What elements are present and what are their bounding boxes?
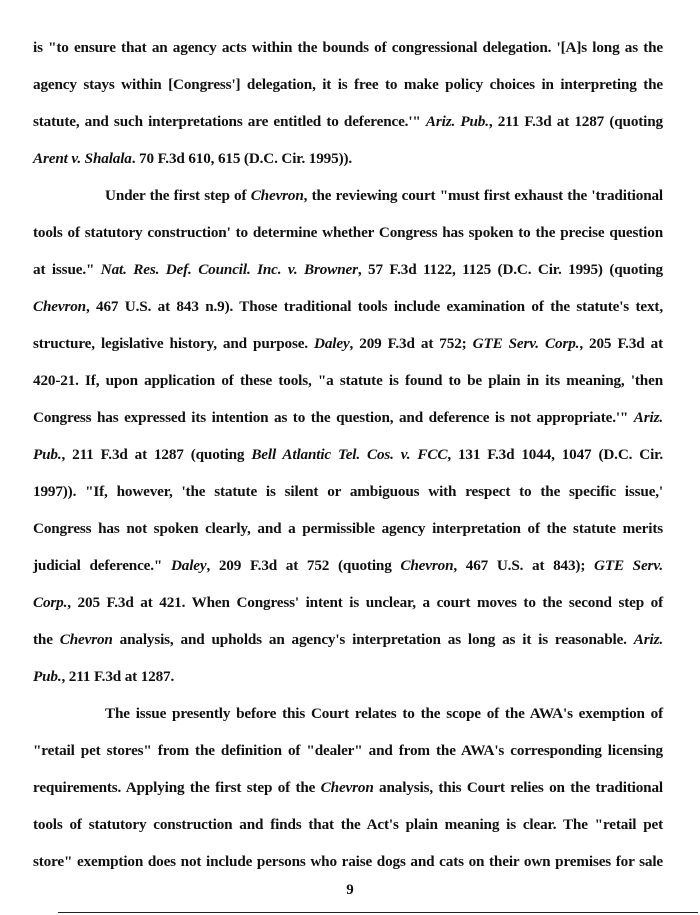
text-segment: , 209 F.3d at 752;: [349, 335, 473, 352]
text-segment: is "to ensure that an agency acts within the bounds of congressional delegation. '[A]s long as the: [33, 39, 663, 56]
text-line: [33, 66, 663, 103]
text-line: [33, 769, 663, 806]
text-segment: Under the first step of: [105, 187, 251, 204]
text-segment: Congress has not spoken clearly, and a permissible agency interpretation of the statute merits: [33, 520, 663, 537]
text-segment: , 211 F.3d at 1287.: [61, 668, 175, 685]
page-number: 9: [346, 882, 354, 898]
text-segment: , 57 F.3d 1122, 1125 (D.C. Cir. 1995) (quoting: [357, 261, 663, 278]
text-segment: agency stays within [Congress'] delegation, it is free to make policy choices in interpreting the: [33, 76, 663, 93]
text-line: [33, 584, 663, 621]
citation-italic: Arent v. Shalala: [33, 150, 132, 167]
citation-italic: GTE Serv. Corp.: [472, 335, 580, 352]
citation-italic: Nat. Res. Def. Council. Inc. v. Browner: [100, 261, 358, 278]
text-line: [33, 214, 663, 251]
text-segment: , the reviewing court "must first exhaust the 'traditional: [303, 187, 664, 204]
text-segment: , 205 F.3d at: [579, 335, 663, 352]
citation-italic: Pub.: [33, 446, 62, 463]
text-line: [33, 695, 663, 732]
text-line: [33, 399, 663, 436]
text-segment: , 209 F.3d at 752 (quoting: [206, 557, 401, 574]
text-line: [33, 806, 663, 843]
text-segment: analysis, this Court relies on the traditional: [373, 779, 663, 796]
text-line: [33, 103, 663, 140]
text-line: [33, 473, 663, 510]
citation-italic: Chevron: [400, 557, 454, 574]
citation-italic: Chevron: [59, 631, 113, 648]
text-line: [33, 732, 663, 769]
citation-italic: Pub.: [33, 668, 62, 685]
citation-italic: Ariz.: [633, 631, 663, 648]
citation-italic: GTE Serv.: [594, 557, 663, 574]
text-segment: , 467 U.S. at 843 n.9). Those traditional tools include examination of the statute's text,: [85, 298, 663, 315]
text-line: [33, 547, 663, 584]
text-segment: , 205 F.3d at 421. When Congress' intent is unclear, a court moves to the second step of: [67, 594, 663, 611]
citation-italic: Chevron: [33, 298, 86, 315]
text-segment: , 211 F.3d at 1287 (quoting: [488, 113, 663, 130]
text-segment: at issue.": [33, 261, 101, 278]
text-segment: the: [33, 631, 60, 648]
citation-italic: Daley: [314, 335, 350, 352]
text-segment: tools of statutory construction and finds that the Act's plain meaning is clear. The "retail pet: [33, 816, 663, 833]
text-line: [33, 29, 663, 66]
text-segment: , 211 F.3d at 1287 (quoting: [61, 446, 252, 463]
citation-italic: Daley: [170, 557, 207, 574]
document-body: [33, 29, 663, 880]
text-segment: analysis, and upholds an agency's interpretation as long as it is reasonable.: [112, 631, 634, 648]
text-segment: . 70 F.3d 610, 615 (D.C. Cir. 1995)).: [131, 150, 353, 167]
text-segment: "retail pet stores" from the definition of "dealer" and from the AWA's corresponding licensing: [33, 742, 663, 759]
text-segment: Congress has expressed its intention as to the question, and deference is not appropriate.'": [33, 409, 634, 426]
text-line: [33, 288, 663, 325]
citation-italic: Ariz.: [633, 409, 663, 426]
citation-italic: Corp.: [33, 594, 68, 611]
text-line: [33, 510, 663, 547]
text-segment: , 467 U.S. at 843);: [453, 557, 594, 574]
text-segment: statute, and such interpretations are entitled to deference.'": [33, 113, 426, 130]
footer-rule: [58, 912, 698, 913]
text-line: [33, 436, 663, 473]
text-segment: 1997)). "If, however, 'the statute is silent or ambiguous with respect to the specific issue,': [33, 483, 663, 500]
text-segment: requirements. Applying the first step of the: [33, 779, 321, 796]
text-line: [33, 325, 663, 362]
citation-italic: Chevron: [250, 187, 304, 204]
text-segment: The issue presently before this Court relates to the scope of the AWA's exemption of: [105, 705, 663, 722]
text-line: [33, 658, 663, 695]
text-line: [33, 621, 663, 658]
text-line: [33, 140, 663, 177]
citation-italic: Chevron: [320, 779, 374, 796]
text-line: [33, 177, 663, 214]
text-segment: , 131 F.3d 1044, 1047 (D.C. Cir.: [447, 446, 663, 463]
text-segment: structure, legislative history, and purpose.: [33, 335, 315, 352]
text-segment: 420-21. If, upon application of these tools, "a statute is found to be plain in its meaning, 'then: [33, 372, 663, 389]
text-line: [33, 251, 663, 288]
text-segment: tools of statutory construction' to determine whether Congress has spoken to the precise question: [33, 224, 663, 241]
citation-italic: Bell Atlantic Tel. Cos. v. FCC: [251, 446, 448, 463]
text-line: [33, 843, 663, 880]
text-segment: judicial deference.": [33, 557, 171, 574]
text-segment: store" exemption does not include persons who raise dogs and cats on their own premises for sale: [33, 853, 663, 870]
text-line: [33, 362, 663, 399]
citation-italic: Ariz. Pub.: [425, 113, 489, 130]
